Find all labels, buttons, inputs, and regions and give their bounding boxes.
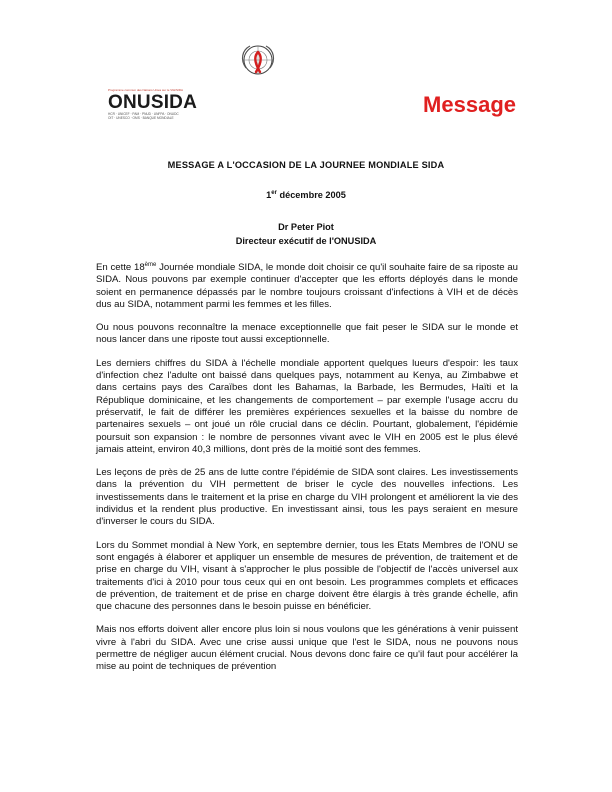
paragraph: Les derniers chiffres du SIDA à l'échelle mondiale apportent quelques lueurs d'espoir: les taux d'infection chez l'adulte ont baissé dans quelques pays, notamment au Kenya, au Zimbabwe et dans certains pays des Caraïbes dont les Bahamas, la Barbade, les Bermudes, Haïti et la République dominicaine, et les changements de comportement – par exemple l'usage accru du préservatif, le fait de différer les premières expériences sexuelles et la baisse du nombre de partenaires sexuels – ont joué un rôle crucial dans ce déclin. Pourtant, globalement, l'épidémie poursuit son expansion : le nombre de personnes vivant avec le VIH en 2005 est le plus élevé jamais atteint, environ 40,3 millions, dont près de la moitié sont des femmes. — [96, 357, 518, 455]
paragraph: Lors du Sommet mondial à New York, en septembre dernier, tous les Etats Membres de l'ONU se sont engagés à élaborer et appliquer un ensemble de mesures de prévention, de traitement et de prise en charge du VIH, visant à s'approcher le plus possible de l'objectif de l'accès universel aux traitements d'ici à 2010 pour tous ceux qui en ont besoin. Les programmes complets et efficaces de prévention, de traitement et de prise en charge doivent être élargis à très grande échelle, afin que chacune des personnes dans le besoin puisse en bénéficier. — [96, 539, 518, 613]
date-rest: décembre 2005 — [276, 190, 346, 201]
document-date — [96, 190, 516, 200]
logo-tagline: Programme commun des Nations Unies sur le VIH/SIDA — [108, 88, 184, 92]
logo-agency-line: OIT · UNESCO · OMS · BANQUE MONDIALE — [108, 116, 174, 121]
paragraph-text: Journée mondiale SIDA, le monde doit choisir ce qu'il souhaite faire de sa riposte au SIDA. Nous pouvons par exemple continuer d'accepter que les efforts déployés dans le monde soient en permanence dépassés par le nombre toujours croissant d'infections à VIH et de décès dus au SIDA, notamment parmi les femmes et les filles. — [96, 262, 518, 310]
author-name: Dr Peter Piot — [278, 222, 334, 232]
paragraph — [96, 262, 518, 311]
paragraph: Ou nous pouvons reconnaître la menace exceptionnelle que fait peser le SIDA sur le monde et nous lancer dans une riposte tout aussi exceptionnelle. — [96, 322, 518, 346]
logo-agency-lines — [108, 112, 200, 120]
date-day: 1 — [266, 190, 272, 201]
paragraph: Mais nos efforts doivent aller encore plus loin si nous voulons que les générations à venir puissent vivre à l'abri du SIDA. Avec une crise aussi unique que l'est le SIDA, nous ne pouvons nous permettre de négliger aucun élément crucial. Nous devons donc faire ce qu'il faut pour accélérer la mise au point de techniques de prévention — [96, 624, 518, 673]
message-heading: Message — [423, 92, 516, 117]
author-role: Directeur exécutif de l'ONUSIDA — [235, 236, 377, 246]
document-title: MESSAGE A L'OCCASION DE LA JOURNEE MONDIALE SIDA — [167, 160, 445, 170]
superscript: ème — [144, 261, 157, 268]
date-superscript: er — [271, 190, 277, 196]
logo-name: ONUSIDA — [108, 92, 198, 113]
paragraph-text: En cette 18 — [96, 262, 145, 273]
logo-agency-line: HCR · UNICEF · PAM · PNUD · UNFPA · ONUDC — [108, 112, 179, 116]
body-text — [96, 262, 518, 674]
paragraph: Les leçons de près de 25 ans de lutte contre l'épidémie de SIDA sont claires. Les investissements dans la prévention du VIH permettent de briser le cycle des nouvelles infections. Les investissements dans le traitement et la prise en charge du VIH prolongent et améliorent la vie des individus et la rendent plus productive. En investissant ainsi, tous les pays seraient en mesure d'inverser le cours du SIDA. — [96, 467, 518, 528]
un-emblem-icon — [234, 38, 282, 86]
